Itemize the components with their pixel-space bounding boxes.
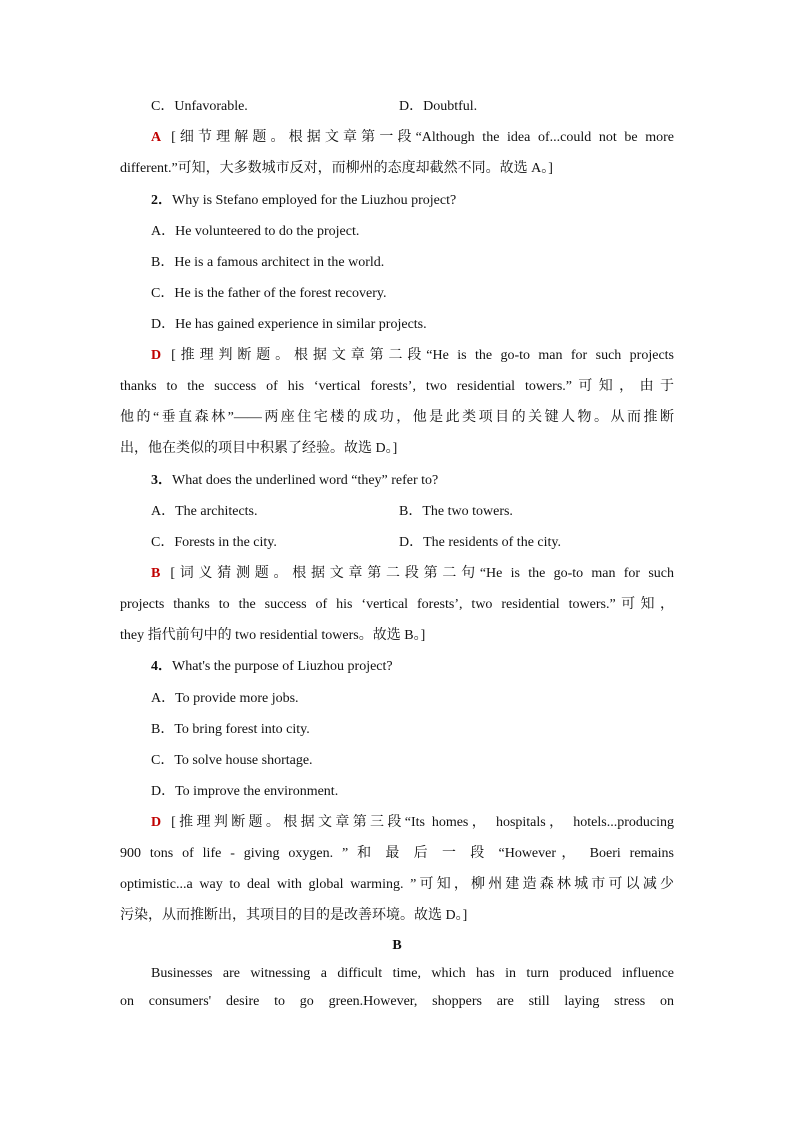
q3-option-b: B．The two towers. bbox=[399, 504, 513, 519]
q2-explain-line: thanks to the success of his ‘vertical forests’, two residential towers.”可知，由于 bbox=[120, 379, 674, 394]
q2-explain-line: 出，他在类似的项目中积累了经验。故选 D。] bbox=[120, 441, 398, 456]
q3-answer: B bbox=[151, 566, 161, 581]
q2-option-d: D．He has gained experience in similar projects. bbox=[151, 317, 427, 332]
q3-stem: 3．What does the underlined word “they” refer to? bbox=[151, 473, 439, 488]
q1-option-d: D．Doubtful. bbox=[399, 99, 478, 114]
passage-line: Businesses are witnessing a difficult time, which has in turn produced influence bbox=[151, 966, 674, 981]
q1-answer: A bbox=[151, 130, 162, 145]
q2-option-b: B．He is a famous architect in the world. bbox=[151, 255, 385, 270]
q4-explain-line: optimistic...a way to deal with global warming. ”可知，柳州建造森林城市可以减少 bbox=[120, 877, 674, 892]
q3-option-d: D．The residents of the city. bbox=[399, 535, 561, 550]
q3-option-c: C．Forests in the city. bbox=[151, 535, 277, 550]
q2-explain-line: 他的“垂直森林”——两座住宅楼的成功，他是此类项目的关键人物。从而推断 bbox=[120, 410, 674, 425]
q4-stem: 4．What's the purpose of Liuzhou project? bbox=[151, 659, 393, 674]
q4-option-d: D．To improve the environment. bbox=[151, 784, 339, 799]
q4-explain-line: 污染，从而推断出，其项目的目的是改善环境。故选 D。] bbox=[120, 908, 468, 923]
q3-explain-line: B [词义猜测题。根据文章第二段第二句“He is the go-to man for such bbox=[151, 566, 674, 581]
q1-explain-line: different.”可知，大多数城市反对，而柳州的态度却截然不同。故选 A。] bbox=[120, 161, 553, 176]
q4-explain-line: D [推理判断题。根据文章第三段“Its homes， hospitals， hotels...producing bbox=[151, 815, 674, 830]
q2-answer: D bbox=[151, 348, 162, 363]
q2-option-a: A．He volunteered to do the project. bbox=[151, 224, 360, 239]
passage-line: on consumers' desire to go green.However, shoppers are still laying stress on bbox=[120, 994, 674, 1009]
section-heading: B bbox=[392, 938, 402, 953]
q4-answer: D bbox=[151, 815, 162, 830]
q2-stem: 2．Why is Stefano employed for the Liuzhou project? bbox=[151, 193, 457, 208]
q4-option-b: B．To bring forest into city. bbox=[151, 722, 310, 737]
q1-option-c: C．Unfavorable. bbox=[151, 99, 248, 114]
q4-option-a: A．To provide more jobs. bbox=[151, 691, 299, 706]
q4-option-c: C．To solve house shortage. bbox=[151, 753, 313, 768]
q2-explain-line: D [推理判断题。根据文章第二段“He is the go-to man for such projects bbox=[151, 348, 674, 363]
q1-explain-line: A [细节理解题。根据文章第一段“Although the idea of...could not be more bbox=[151, 130, 674, 145]
q3-explain-line: they 指代前句中的 two residential towers。故选 B。] bbox=[120, 628, 426, 643]
q2-option-c: C．He is the father of the forest recovery. bbox=[151, 286, 387, 301]
q4-explain-line: 900 tons of life - giving oxygen. ” 和 最 后 一 段 “However， Boeri remains bbox=[120, 846, 674, 861]
q3-option-a: A．The architects. bbox=[151, 504, 258, 519]
q3-explain-line: projects thanks to the success of his ‘vertical forests’, two residential towers.”可知， bbox=[120, 597, 674, 612]
